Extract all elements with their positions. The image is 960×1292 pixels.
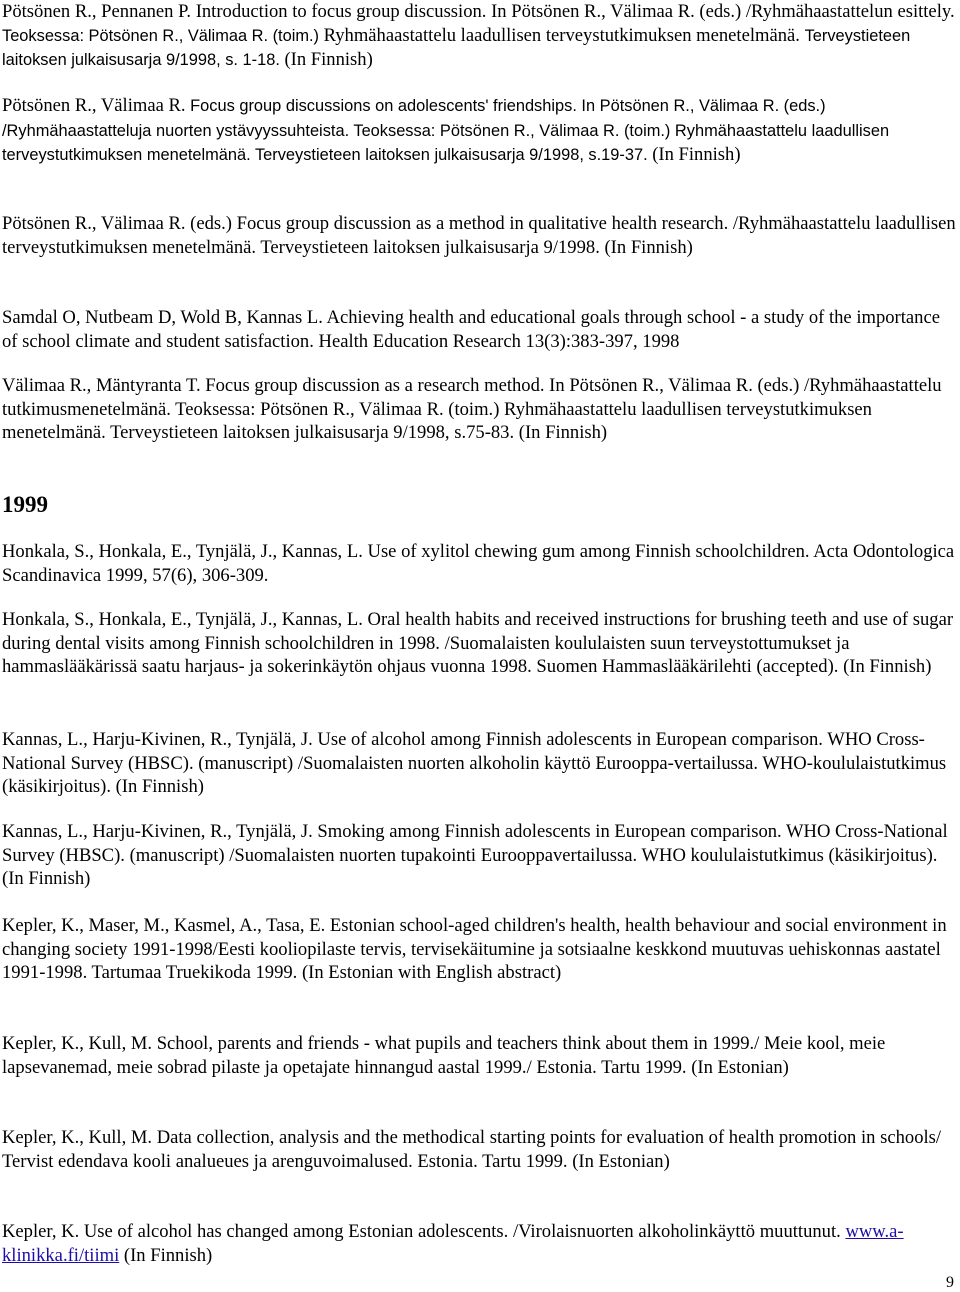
reference-segment: Pötsönen R., Välimaa R. bbox=[2, 95, 191, 116]
reference-segment: (In Finnish) bbox=[652, 144, 741, 165]
reference-segment: Focus group discussions on adolescents' friendships. In Pötsönen R., Välimaa R. (eds.) /Ryhmähaastatteluja nuorten ystävyyssuhteista. Teoksessa: Pötsönen R., Välimaa R. (toim.) Ryhmähaastattelu laadullisen terveystutkimuksen menetelmänä. Terveystieteen laitoksen julkaisusarja 9/1998, s.19-37. bbox=[2, 97, 890, 164]
reference-entry bbox=[2, 94, 958, 168]
reference-segment: (In Finnish) bbox=[284, 49, 373, 70]
reference-segment: Teoksessa: Pötsönen R., Välimaa R. (toim.) bbox=[2, 26, 324, 45]
reference-segment: Terveystieteen laitoksen julkaisusarja 9/1998, s. 1-18. bbox=[2, 26, 911, 69]
reference-entry bbox=[2, 374, 958, 445]
reference-entry bbox=[2, 0, 958, 73]
reference-segment: Pötsönen R., Pennanen P. Introduction to focus group discussion. In Pötsönen R., Välimaa R. (eds.) /Ryhmähaastattelun esittely. bbox=[2, 1, 955, 22]
reference-segment: Ryhmähaastattelu laadullisen terveystutkimuksen menetelmänä. bbox=[323, 24, 805, 46]
reference-segment: Välimaa R., Mäntyranta T. Focus group discussion as a research method. In Pötsönen R., Välimaa R. (eds.) /Ryhmähaastattelu tutkimusmenetelmänä. Teoksessa: Pötsönen R., Välimaa R. (toim.) Ryhmähaastattelu laadullisen terveystutkimuksen menetelmänä. Terveystieteen laitoksen julkaisusarja 9/1998, s.75-83. (In Finnish) bbox=[2, 375, 942, 443]
reference-entry bbox=[2, 1220, 958, 1267]
reference-link[interactable]: www.a-klinikka.fi/tiimi bbox=[2, 1221, 904, 1266]
reference-entry: Kepler, K., Maser, M., Kasmel, A., Tasa, E. Estonian school-aged children's health, health behaviour and social environment in changing society 1991-1998/Eesti kooliopilaste tervis, tervisekäitumine ja sotsiaalne keskkond muutuvas uehiskonnas aastatel 1991-1998. Tartumaa Truekikoda 1999. (In Estonian with English abstract) bbox=[2, 915, 947, 983]
reference-entry: Kannas, L., Harju-Kivinen, R., Tynjälä, J. Use of alcohol among Finnish adolescents in European comparison. WHO Cross-National Survey (HBSC). (manuscript) /Suomalaisten nuorten alkoholin käyttö Eurooppa-vertailussa. WHO-koululaistutkimus (käsikirjoitus). (In Finnish) bbox=[2, 729, 947, 797]
reference-segment: Pötsönen R., Välimaa R. (eds.) Focus group discussion as a method in qualitative health research. /Ryhmähaastattelu laadullisen terveystutkimuksen menetelmänä. Terveystieteen laitoksen julkaisusarja 9/1998. (In Finnish) bbox=[2, 213, 956, 258]
reference-entry: Honkala, S., Honkala, E., Tynjälä, J., Kannas, L. Use of xylitol chewing gum among Finnish schoolchildren. Acta Odontologica Scandinavica 1999, 57(6), 306-309. bbox=[2, 541, 955, 586]
reference-segment: Samdal O, Nutbeam D, Wold B, Kannas L. Achieving health and educational goals through school - a study of the importance of school climate and student satisfaction. Health Education Research 13(3):383-397, 1998 bbox=[2, 307, 940, 352]
year-heading: 1999 bbox=[2, 492, 48, 517]
reference-entry bbox=[2, 212, 958, 259]
reference-text: (In Finnish) bbox=[119, 1244, 213, 1266]
reference-entry: Kepler, K., Kull, M. Data collection, analysis and the methodical starting points for evaluation of health promotion in schools/ Tervist edendava kooli analueues ja arenguvoimalused. Estonia. Tartu 1999. (In Estonian) bbox=[2, 1127, 942, 1172]
reference-entry bbox=[2, 306, 958, 353]
reference-entry: Kepler, K., Kull, M. School, parents and friends - what pupils and teachers think about them in 1999./ Meie kool, meie lapsevanemad, meie sobrad pilaste ja opetajate hinnangud aastal 1999./ Estonia. Tartu 1999. (In Estonian) bbox=[2, 1033, 886, 1078]
page-number: 9 bbox=[946, 1274, 954, 1291]
reference-entry: Kannas, L., Harju-Kivinen, R., Tynjälä, J. Smoking among Finnish adolescents in European comparison. WHO Cross-National Survey (HBSC). (manuscript) /Suomalaisten nuorten tupakointi Eurooppavertailussa. WHO koululaistutkimus (käsikirjoitus). (In Finnish) bbox=[2, 821, 948, 889]
reference-text: Kepler, K. Use of alcohol has changed among Estonian adolescents. /Virolaisnuorten alkoholinkäyttö muuttunut. bbox=[2, 1221, 846, 1242]
reference-entry: Honkala, S., Honkala, E., Tynjälä, J., Kannas, L. Oral health habits and received instructions for brushing teeth and use of sugar during dental visits among Finnish schoolchildren in 1998. /Suomalaisten koululaisten suun terveystottumukset ja hammaslääkärissä saatu harjaus- ja sokerinkäytön ohjaus vuonna 1998. Suomen Hammaslääkärilehti (accepted). (In Finnish) bbox=[2, 609, 954, 677]
